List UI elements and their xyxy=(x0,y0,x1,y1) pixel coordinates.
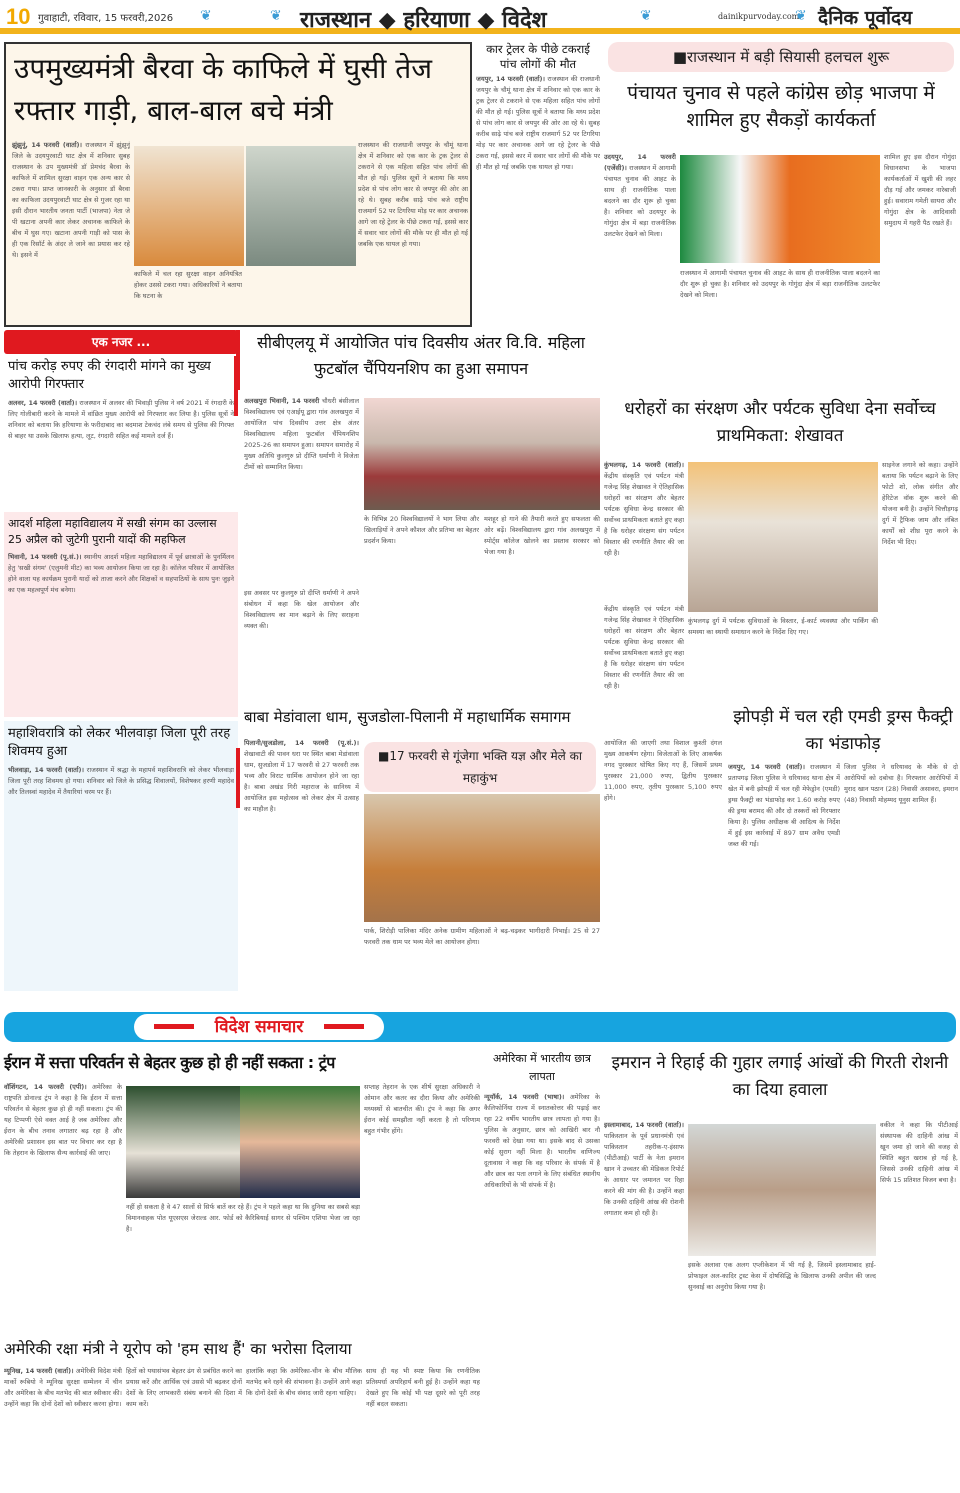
baba-kicker: ■17 फरवरी से गूंजेगा भक्ति यज्ञ और मेले का महाकुंभ xyxy=(364,742,596,792)
car-accident-photo xyxy=(246,146,356,266)
football-body-2: इस अवसर पर कुलगुरु प्रो दीप्ति धर्माणी ने अपने संबोधन में कहा कि खेल आयोजन और विश्वविद्यालय का मान बढ़ाने के लिए सराहना व्यक्त की। xyxy=(244,589,359,630)
rubio-body-3: हालांकि कहा कि अमेरिका-चीन के बीच मौलिक मतभेद बने रहने की संभावना है। उन्होंने आगे कहा कि दोनों देशों के बीच संवाद जारी रहना चाहिए। xyxy=(246,1367,362,1397)
videsh-banner-label: विदेश समाचार xyxy=(134,1014,384,1040)
videsh-banner xyxy=(4,1012,956,1042)
masthead xyxy=(0,0,960,34)
story-dateline: अलवर, 14 फरवरी (वार्ता)। xyxy=(8,399,78,407)
party-flags-photo xyxy=(680,155,880,263)
ek-nazar-label: एक नजर ... xyxy=(4,330,238,354)
student-text: अमेरिका के कैलिफोर्निया राज्य में स्नातकोत्तर की पढ़ाई कर रहा 22 वर्षीय भारतीय छात्र लापता हो गया है। पुलिस के अनुसार, छात्र को आखिरी बार नौ फरवरी को देखा गया था। इसके बाद से उसका कोई सुराग नहीं मिला है। भारतीय वाणिज्य दूतावास ने कहा कि वह परिवार के संपर्क में है और छात्र का पता लगाने के लिए संबंधित स्थानीय अधिकारियों के भी संपर्क में है। xyxy=(484,1093,600,1189)
drugs-dateline: जयपुर, 14 फरवरी (वार्ता)। xyxy=(728,763,805,771)
shekhawat-body-2: केंद्रीय संस्कृति एवं पर्यटन मंत्री गजेन्द्र सिंह शेखावत ने ऐतिहासिक धरोहरों का संरक्षण और बेहतर पर्यटक सुविधा केन्द्र सरकार की सर्वोच्च प्राथमिकता बताते हुए कहा है कि धरोहर संरक्षण संग पर्यटन विस्तार की रणनीति तैयार की जा रही है। xyxy=(604,605,684,690)
story-dateline: भीलवाड़ा, 14 फरवरी (वार्ता)। xyxy=(8,766,84,774)
lead-story xyxy=(4,42,472,327)
panchayat-headline: पंचायत चुनाव से पहले कांग्रेस छोड़ भाजपा में शामिल हुए सैकड़ों कार्यकर्ता xyxy=(627,82,935,131)
imran-dateline: इस्लामाबाद, 14 फरवरी (वार्ता)। xyxy=(604,1121,684,1129)
baba-caption-body: पार्क, शिरोड़ी पालिका मंदिर अनेक ग्रामीण महिलाओं ने बढ़-चढ़कर भागीदारी निभाई। 25 से 27 फरवरी तक धाम पर भव्य मेले का आयोजन होगा। xyxy=(364,927,600,946)
story-body: स्थानीय आदर्श महिला महाविद्यालय में पूर्व छात्राओं के पुनर्मिलन हेतु 'सखी संगम' (एलुमनी मीट) का भव्य आयोजन किया जा रहा है। कॉलेज परिसर में आयोजित होने वाला यह कार्यक्रम पुरानी यादों को ताजा करने और शिक्षकों व सहपाठियों के साथ पुनः जुड़ने का एक महत्वपूर्ण मंच बनेगा। xyxy=(8,553,234,594)
imran-body xyxy=(604,1120,684,1490)
trump-body xyxy=(4,1082,122,1332)
car-story-headline: कार ट्रेलर के पीछे टकराई पांच लोगों की मौत xyxy=(486,42,590,71)
football-dateline: अलखपुरा भिवानी, 14 फरवरी xyxy=(244,397,320,405)
ek-nazar-column xyxy=(4,330,238,990)
football-body-4: मशहूर हो गाने की तैयारी करते हुए सफलता की ओर बढ़ें। विश्वविद्यालय द्वारा गांव अलखपुरा में स्पोर्ट्स कॉलेज खोलने का प्रस्ताव सरकार को भेजा गया है। xyxy=(484,515,600,556)
decorative-plant-icon: ❦ xyxy=(640,8,652,24)
panchayat-dateline: उदयपुर, 14 फरवरी (एजेंसी)। xyxy=(604,153,676,172)
page-number: 10 xyxy=(6,4,31,29)
car-story-dateline: जयपुर, 14 फरवरी (वार्ता)। xyxy=(476,75,545,83)
rubio-body-2: हितों को यथासंभव बेहतर ढंग से प्रबंधित करने का प्रयास करें और आर्थिक एवं उससे भी बढ़कर दोनों देशों के लिए लाभकारी संबंध बनाने की दिशा में काम करें। xyxy=(126,1367,242,1408)
shekhawat-dateline: कुंभलगढ़, 14 फरवरी (वार्ता)। xyxy=(604,461,684,469)
baba-text: शेखावाटी की पावन धरा पर स्थित बाबा मेडांवाला धाम, सुजडोला में 17 फरवरी से 27 फरवरी तक भव्य और विराट धार्मिक आयोजन होने जा रहा है। बाबा अखंड गिरी महाराज के सानिध्य में आयोजित इस महोत्सव को लेकर क्षेत्र में उत्साह का माहौल है। xyxy=(244,750,359,813)
story-body: राजस्थान में अलवर की भिवाड़ी पुलिस ने वर्ष 2021 में रंगदारी के लिए गोलीबारी करने के मामले में वांछित मुख्य आरोपी को गिरफ्तार कर लिया है। पुलिस सूत्रों ने शनिवार को बताया कि हरियाणा के फरीदाबाद का बदमाश टेकचंद लंबे समय से पुलिस की गिरफ्त से बाहर था उसके खिलाफ हत्या, लूट, रंगदारी सहित कई मामले दर्ज हैं। xyxy=(8,399,234,440)
panchayat-body xyxy=(604,152,676,387)
lead-headline: उपमुख्यमंत्री बैरवा के काफिले में घुसी तेज रफ्तार गाड़ी, बाल-बाल बचे मंत्री xyxy=(14,52,433,127)
shekhawat-body-right: साइनेज लगाने को कहा। उन्होंने बताया कि पर्यटन बढ़ाने के लिए फोटो शो, लोक संगीत और हेरिटेज वॉक शुरू करने की योजना बनी है। उन्होंने चित्तौड़गढ़ दुर्ग में ट्रैफिक जाम और लंबित कार्यों को शीघ्र पूरा करने के निर्देश भी दिए। xyxy=(882,461,958,546)
baba-body xyxy=(244,738,359,1000)
ek-nazar-story-2 xyxy=(4,512,238,717)
imran-khan-photo xyxy=(688,1124,876,1256)
section-title: राजस्थान ◆ हरियाणा ◆ विदेश xyxy=(300,7,547,33)
student-body xyxy=(484,1092,600,1487)
decorative-plant-icon: ❦ xyxy=(270,8,282,24)
rubio-dateline: म्यूनिख, 14 फरवरी (वार्ता)। xyxy=(4,1367,74,1375)
newspaper-logo: दैनिक पूर्वोदय xyxy=(818,7,913,29)
dateline: गुवाहाटी, रविवार, 15 फरवरी,2026 xyxy=(38,13,174,24)
lead-body xyxy=(12,140,130,322)
khamenei-photo xyxy=(126,1086,240,1198)
lead-body-right: राजस्थान की राजधानी जयपुर के चौमूं थाना क्षेत्र में शनिवार को एक कार के ट्रक ट्रेलर से टकराने से एक महिला सहित पांच लोगों की मौत हो गई। पुलिस सूत्रों ने बताया कि मध्य प्रदेश से पांच लोग कार से जयपुर की ओर आ रहे थे। सुबह करीब साढ़े पांच बजे राष्ट्रीय राजमार्ग 52 पर टिगरिया मोड़ पर कार अचानक आगे जा रहे ट्रेलर के पीछे टकरा गई, इससे कार में सवार चार लोगों की मौके पर ही मौत हो गई जबकि एक घायल हो गया। xyxy=(358,141,468,248)
story-headline: आदर्श महिला महाविद्यालय में सखी संगम का उल्लास 25 अप्रैल को जुटेगी पुरानी यादों की महफिल xyxy=(8,517,217,546)
drugs-body-right: जिला पुलिस ने धरियावद के मौके से दो आरोपियों को दबोचा है। गिरफ्तार आरोपियों में मुराद खान पठान (28) निवासी असावरा, इमरान (48) निवासी मोहम्मद यूनुस शामिल हैं। xyxy=(844,763,958,804)
rubio-text: अमेरिकी विदेश मंत्री मार्को रूबियो ने म्यूनिख सुरक्षा सम्मेलन में चीन और अमेरिका के बीच मतभेद की बात स्वीकार की। उन्होंने कहा कि दोनों देशों को स्वीकार करना होगा। xyxy=(4,1367,122,1408)
football-body xyxy=(244,396,359,586)
decorative-dash xyxy=(324,1024,364,1029)
car-story-body: राजस्थान की राजधानी जयपुर के चौमूं थाना क्षेत्र में शनिवार को एक कार के ट्रक ट्रेलर से टकराने से एक महिला सहित पांच लोगों की मौत हो गई। पुलिस सूत्रों ने बताया कि मध्य प्रदेश से पांच लोग कार से जयपुर की ओर आ रहे थे। सुबह करीब साढ़े पांच बजे राष्ट्रीय राजमार्ग 52 पर टिगरिया मोड़ पर कार अचानक आगे जा रहे ट्रेलर के पीछे टकरा गई, इससे कार में सवार चार लोगों की मौके पर ही मौत हो गई जबकि एक घायल हो गया। xyxy=(476,75,600,171)
lead-body-continued: काफिले में चल रहा सुरक्षा वाहन अनियंत्रित होकर उससे टकरा गया। अधिकारियों ने बताया कि घटना के xyxy=(134,270,242,300)
accent-bar xyxy=(236,330,240,390)
shekhawat-headline: धरोहरों का संरक्षण और पर्यटक सुविधा देना सर्वोच्च प्राथमिकता: शेखावत xyxy=(624,399,936,446)
panchayat-kicker: ■राजस्थान में बड़ी सियासी हलचल शुरू xyxy=(608,42,954,72)
shekhawat-body xyxy=(604,460,684,600)
drugs-text: राजस्थान में प्रतापगढ़ जिला पुलिस ने धरियावद थाना क्षेत्र में खेत में बनी झोपड़ी में चल रही मेफेड्रोन (एमडी) ड्रग्स फैक्ट्री का भंडाफोड़ कर 1.60 करोड़ रुपए की ड्रग्स बरामद की और दो तस्करों को गिरफ्तार किया है। पुलिस अधीक्षक बी आदित्य के निर्देश में हुई इस कार्रवाई में 897 ग्राम अवैध एमडी जब्त की गई। xyxy=(728,763,840,848)
baba-body-right: आयोजित की जाएगी तथा विशाल कुश्ती दंगल मुख्य आकर्षण रहेगा। विजेताओं के लिए आकर्षक नगद पुरस्कार घोषित किए गए हैं, जिसमें प्रथम पुरस्कार 21,000 रुपए, द्वितीय पुरस्कार 11,000 रुपए, तृतीय पुरस्कार 5,100 रुपए होंगे। xyxy=(604,739,722,802)
car-accident-story xyxy=(476,42,600,332)
student-headline: अमेरिका में भारतीय छात्र लापता xyxy=(493,1052,591,1083)
trump-headline: ईरान में सत्ता परिवर्तन से बेहतर कुछ हो ही नहीं सकता : ट्रंप xyxy=(4,1053,335,1072)
rubio-body-4: साथ ही यह भी स्पष्ट किया कि रणनीतिक प्रतिस्पर्धा अपरिहार्य बनी हुई है। उन्होंने कहा यह देखते हुए कि कोई भी पक्ष दूसरे को पूरी तरह नहीं बदल सकता। xyxy=(366,1367,480,1408)
shekhawat-photo xyxy=(688,462,878,612)
baba-dateline: पिलानी/सुजडोला, 14 फरवरी (पू.सं.)। xyxy=(244,739,359,747)
saints-photo xyxy=(364,794,600,922)
lead-dateline: झुंझुनूं, 14 फरवरी (वार्ता)। xyxy=(12,141,82,149)
drugs-body xyxy=(728,762,840,1000)
story-body: राजस्थान में श्रद्धा के महापर्व महाशिवरात्रि को लेकर भीलवाड़ा जिला पूरी तरह शिवमय हो गया। शनिवार को जिले के प्रसिद्ध शिवालयों, विशेषकर हरणी महादेव और तिलस्वां महादेव में तैयारियां चरम पर हैं। xyxy=(8,766,234,796)
rubio-body xyxy=(4,1366,122,1490)
football-headline: सीबीएलयू में आयोजित पांच दिवसीय अंतर वि.वि. महिला फुटबॉल चैंपियनशिप का हुआ समापन xyxy=(257,333,585,378)
trump-photo xyxy=(240,1086,360,1198)
shekhawat-text: केंद्रीय संस्कृति एवं पर्यटन मंत्री गजेन्द्र सिंह शेखावत ने ऐतिहासिक धरोहरों का संरक्षण और बेहतर पर्यटक सुविधा केन्द्र सरकार की सर्वोच्च प्राथमिकता बताते हुए कहा है कि धरोहर संरक्षण संग पर्यटन विस्तार की रणनीति तैयार की जा रही है। xyxy=(604,472,684,557)
accent-bar xyxy=(236,748,240,808)
decorative-plant-icon: ❦ xyxy=(200,8,212,24)
website-link[interactable]: dainikpurvoday.com xyxy=(718,12,800,21)
imran-text: पाकिस्तान के पूर्व प्रधानमंत्री एवं पाकिस्तान तहरीक-ए-इंसाफ (पीटीआई) पार्टी के नेता इमरान खान ने उच्चतर की मेडिकल रिपोर्ट के आधार पर जमानत पर रिहा करने की मांग की है। उन्होंने कहा कि उनकी दाहिनी आंख की रोशनी लगातार कम हो रही है। xyxy=(604,1132,684,1217)
deputy-cm-photo xyxy=(134,146,244,266)
football-team-photo xyxy=(364,398,600,510)
trump-body-mid: नहीं हो सकता है वे 47 सालों से सिर्फ बातें कर रहे हैं। ट्रंप ने पहले कहा था कि दुनिया का सबसे बड़ा विमानवाहक पोत यूएसएस जेराल्ड आर. फोर्ड को कैरिबियाई सागर से पश्चिम एशिया भेजा जा रहा है। xyxy=(126,1203,360,1233)
lead-text: राजस्थान में झुंझुनूं जिले के उदयपुरवाटी घाट क्षेत्र में शनिवार सुबह राजस्थान के उप मुख्यमंत्री डॉ प्रेमचंद बैरवा के काफिले में शामिल सुरक्षा वाहन एक अन्य कार से टकरा गया। प्राप्त जानकारी के अनुसार डॉ बैरवा का काफिला उदयपुरवाटी घाट क्षेत्र से गुजर रहा था इसी दौरान भारतीय जनता पार्टी (भाजपा) नेता जे पी खटाना अपनी कार लेकर अचानक काफिले के बीच में घुस गए। खटाना अपनी गाड़ी को पास के ही एक रिसॉर्ट के अंदर ले जाने का प्रयास कर रहे थे। इसने में xyxy=(12,141,130,259)
story-headline: महाशिवरात्रि को लेकर भीलवाड़ा जिला पूरी तरह शिवमय हुआ xyxy=(8,726,231,759)
decorative-plant-icon: ❦ xyxy=(795,8,807,24)
story-dateline: भिवानी, 14 फरवरी (पू.सं.)। xyxy=(8,553,82,561)
drugs-headline: झोपड़ी में चल रही एमडी ड्रग्स फैक्ट्री का भंडाफोड़ xyxy=(733,707,953,754)
trump-body-right: सप्ताह तेहरान के एक शीर्ष सुरक्षा अधिकारी ने ओमान और कतर का दौरा किया और अमेरिकी मध्यस्थों से बातचीत की। ट्रंप ने कहा कि अगर ईरान कोई समझौता नहीं करता है तो परिणाम बहुत गंभीर होंगे। xyxy=(364,1083,480,1135)
panchayat-body-bottom: राजस्थान में आगामी पंचायत चुनाव की आहट के साथ ही राजनीतिक पाला बदलने का दौर शुरू हो चुका है। शनिवार को उदयपुर के गोगुंदा क्षेत्र में बड़ा राजनीतिक उलटफेर देखने को मिला। xyxy=(680,269,880,299)
imran-body-mid: इसके अलावा एक अलग एप्लीकेशन में भी गई है, जिसमें इस्लामाबाद हाई-प्रोफाइल अल-कादिर ट्रस्ट केस में दोषसिद्धि के खिलाफ उनकी अपील की जल्द सुनवाई का अनुरोध किया गया है। xyxy=(688,1261,876,1291)
panchayat-text: राजस्थान में आगामी पंचायत चुनाव की आहट के साथ ही राजनीतिक पाला बदलने का दौर शुरू हो चुका है। शनिवार को उदयपुर के गोगुंदा क्षेत्र में बड़ा राजनीतिक उलटफेर देखने को मिला। xyxy=(604,164,676,238)
imran-body-right: वकील ने कहा कि पीटीआई संस्थापक की दाहिनी आंख में खून जमा हो जाने की वजह से स्थिति बहुत खराब हो गई है, जिससे उनकी दाहिनी आंख में सिर्फ 15 प्रतिशत विजन बचा है। xyxy=(880,1121,958,1184)
panchayat-body-right: शामिल हुए इस दौरान गोगुंदा विधानसभा के भाजपा कार्यकर्ताओं में खुशी की लहर दौड़ गई और जमकर नारेबाजी हुई। सवाराम गमेती सायरा और गोगुंदा क्षेत्र के आदिवासी समुदाय में गहरी पैठ रखते हैं। xyxy=(884,153,956,227)
shekhawat-body-bottom: कुंभलगढ़ दुर्ग में पर्यटक सुविधाओं के विस्तार, ई-कार्ट व्यवस्था और पार्किंग की समस्या का स्थायी समाधान करने के निर्देश दिए गए। xyxy=(688,617,878,636)
baba-headline: बाबा मेडांवाला धाम, सुजडोला-पिलानी में महाधार्मिक समागम xyxy=(244,708,571,726)
student-dateline: न्यूयॉर्क, 14 फरवरी (भाषा)। xyxy=(484,1093,565,1101)
football-body-3: के विभिन्न 20 विश्वविद्यालयों ने भाग लिया और खिलाड़ियों ने अपने कौशल और प्रतिभा का बेहतर प्रदर्शन किया। xyxy=(364,515,479,545)
imran-headline: इमरान ने रिहाई की गुहार लगाई आंखों की गिरती रोशनी का दिया हवाला xyxy=(611,1053,949,1100)
ek-nazar-story-3 xyxy=(4,721,238,991)
story-headline: पांच करोड़ रुपए की रंगदारी मांगने का मुख्य आरोपी गिरफ्तार xyxy=(8,359,211,392)
football-text: चौधरी बंसीलाल विश्वविद्यालय एवं एआईयू द्वारा गांव अलखपुरा में आयोजित पांच दिवसीय उत्तर क्षेत्र अंतर विश्वविद्यालय महिला फुटबॉल चैंपियनशिप 2025-26 का समापन हुआ। समापन समारोह में मुख्य अतिथि कुलगुरु प्रो दीप्ति धर्माणी ने विजेता टीमों को सम्मानित किया। xyxy=(244,397,359,471)
trump-text: अमेरिका के राष्ट्रपति डोनाल्ड ट्रंप ने कहा है कि ईरान में सत्ता परिवर्तन से बेहतर कुछ हो ही नहीं सकता। ट्रंप की यह टिप्पणी ऐसे वक्त आई है जब अमेरिका और ईरान के बीच तनाव लगातार बढ़ रहा है और अमेरिकी प्रशासन इस बात पर विचार कर रहा है कि तेहरान के खिलाफ सैन्य कार्रवाई की जाए। xyxy=(4,1083,122,1157)
decorative-dash xyxy=(154,1024,194,1029)
rubio-headline: अमेरिकी रक्षा मंत्री ने यूरोप को 'हम साथ हैं' का भरोसा दिलाया xyxy=(4,1340,352,1358)
trump-dateline: वॉशिंगटन, 14 फरवरी (एपी)। xyxy=(4,1083,87,1091)
